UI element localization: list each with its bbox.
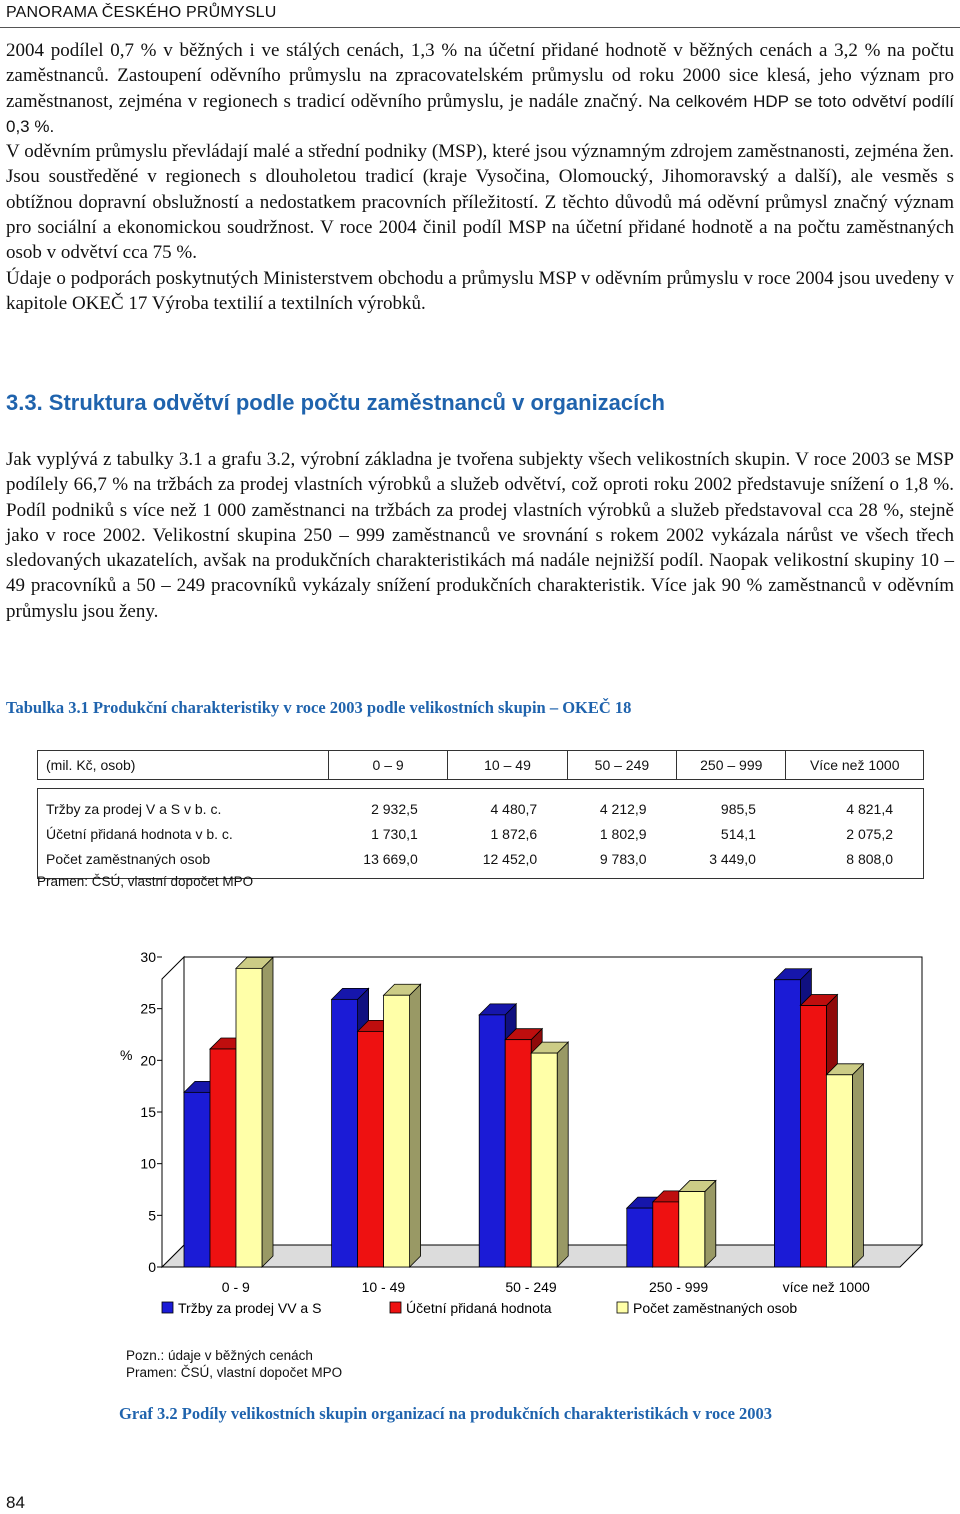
intro-gdp-sentence: Na celkovém HDP se toto odvětví podílí 0,3 %. <box>6 91 955 136</box>
table-spacer <box>38 780 924 789</box>
bar <box>653 1202 679 1267</box>
chart-legend <box>162 1300 797 1316</box>
table-header-cell: 10 – 49 <box>448 751 567 780</box>
chart-caption: Graf 3.2 Podíly velikostních skupin organizací na produkčních charakteristikách v roce 2003 <box>119 1404 773 1423</box>
bar <box>210 1049 236 1267</box>
table-row: Počet zaměstnaných osob 13 669,0 12 452,0 9 783,0 3 449,0 8 808,0 <box>46 851 893 867</box>
legend-swatch <box>617 1302 628 1313</box>
x-tick-label: 10 - 49 <box>361 1279 406 1295</box>
x-tick-label: 250 - 999 <box>649 1279 709 1295</box>
table-source: Pramen: ČSÚ, vlastní dopočet MPO <box>37 874 254 889</box>
table-pad-row <box>38 789 924 797</box>
intro-paragraph-2: V oděvním průmyslu převládají malé a střední podniky (MSP), které jsou významným zdrojem zaměstnanosti, zejména žen. Jsou soustředěné v regionech s dlouholetou tradicí (kraje Vysočina, Olomoucký, Jihomoravský a další), ale vesměs s obtížnou dopravní obslužností a nedostatkem pracovních příležitostí. Z těchto důvodů má oděvní průmysl značný význam pro sociální a ekonomickou soudržnost. V roce 2004 činil podíl MSP na účetní přidané hodnotě a na počtu zaměstnaných osob v odvětví cca 75 %. <box>6 141 954 264</box>
y-tick-label: 30 <box>140 949 156 965</box>
legend-label: Účetní přidaná hodnota <box>406 1300 552 1316</box>
table-row: Tržby za prodej V a S v b. c. 2 932,5 4 480,7 4 212,9 985,5 4 821,4 <box>46 801 893 817</box>
legend-label: Počet zaměstnaných osob <box>633 1300 798 1316</box>
bar <box>184 1092 210 1267</box>
table-header-cell: 0 – 9 <box>328 751 447 780</box>
table-body <box>38 789 924 879</box>
table-header-cell: Více než 1000 <box>786 751 924 780</box>
y-tick-label: 10 <box>140 1155 156 1172</box>
bar <box>627 1208 653 1267</box>
intro-paragraph-3: Údaje o podporách poskytnutých Ministerstvem obchodu a průmyslu MSP v oděvním průmyslu v roce 2004 jsou uvedeny v kapitole OKEČ 17 Výroba textilií a textilních výrobků. <box>6 267 954 314</box>
legend-label: Tržby za prodej VV a S <box>178 1300 322 1316</box>
bar <box>358 1031 384 1267</box>
bar <box>479 1015 505 1267</box>
section-paragraph: Jak vyplývá z tabulky 3.1 a grafu 3.2, výrobní základna je tvořena subjekty všech velikostních skupin. V roce 2003 se MSP podílely 66,7 % na tržbách za prodej vlastních výrobků a služeb odvětví, což oproti roku 2002 představuje snížení o 1,8 %. Podíl podniků s více než 1 000 zaměstnanci na tržbách za prodej vlastních výrobků a služeb představoval cca 28 %, stejně jako v roce 2002. Velikostní skupina 250 – 999 zaměstnanců ve srovnání s rokem 2002 vykázala nárůst ve všech třech sledovaných ukazatelích, avšak na produkčních charakteristikách má nadále nejnižší podíl. Naopak velikostní skupiny 10 – 49 pracovníků a 50 – 249 pracovníků vykázaly snížení produkčních charakteristik. Více jak 90 % zaměstnanců v oděvním průmyslu jsou ženy. <box>6 449 954 622</box>
bar-side <box>410 984 421 1267</box>
y-axis-label: % <box>120 1047 133 1063</box>
running-header-title: PANORAMA ČESKÉHO PRŮMYSLU <box>6 4 277 21</box>
production-table <box>37 750 924 879</box>
bar-side <box>262 957 273 1267</box>
section-heading: 3.3. Struktura odvětví podle počtu zaměstnanců v organizacích <box>6 390 665 415</box>
table-header-cell: 250 – 999 <box>677 751 786 780</box>
bar <box>800 1006 826 1267</box>
chart-note: Pozn.: údaje v běžných cenách <box>126 1348 313 1363</box>
legend-swatch <box>390 1302 401 1313</box>
y-tick-label: 15 <box>140 1104 156 1120</box>
x-tick-label: více než 1000 <box>782 1279 870 1295</box>
bar-side <box>705 1181 716 1267</box>
intro-paragraph-1: 2004 podílel 0,7 % v běžných i ve stálých cenách, 1,3 % na účetní přidané hodnotě v běžných cenách a 3,2 % na počtu zaměstnanců. Zastoupení oděvního průmyslu na zpracovatelském průmyslu od roku 2000 sice klesá, jeho význam pro zaměstnanost, zejména v regionech s tradicí oděvního průmyslu, je nadále značný. Na celkovém HDP se toto odvětví podílí 0,3 %. <box>6 40 955 136</box>
bar <box>384 995 410 1267</box>
running-header <box>0 0 960 28</box>
intro-text <box>6 38 954 316</box>
bar <box>774 980 800 1267</box>
table-header-row <box>38 751 924 780</box>
legend-swatch <box>162 1302 173 1313</box>
table-caption: Tabulka 3.1 Produkční charakteristiky v roce 2003 podle velikostních skupin – OKEČ 18 <box>6 698 632 717</box>
table-header-cell: (mil. Kč, osob) <box>38 751 329 780</box>
table-row: Účetní přidaná hodnota v b. c. 1 730,1 1 872,6 1 802,9 514,1 2 075,2 <box>46 826 893 842</box>
x-tick-label: 50 - 249 <box>505 1279 557 1295</box>
page-number: 84 <box>6 1493 25 1512</box>
bar <box>679 1192 705 1267</box>
y-tick-label: 0 <box>148 1259 156 1275</box>
table-header-cell: 50 – 249 <box>567 751 676 780</box>
bar <box>826 1075 852 1267</box>
chart-side-wall <box>162 957 184 1267</box>
y-tick-label: 25 <box>140 1000 156 1017</box>
y-tick-label: 5 <box>148 1207 156 1224</box>
bar <box>332 999 358 1267</box>
bar-side <box>557 1042 568 1267</box>
x-tick-label: 0 - 9 <box>221 1279 250 1295</box>
bar <box>505 1040 531 1267</box>
section-body <box>6 447 954 624</box>
bar <box>236 968 262 1267</box>
y-tick-label: 20 <box>140 1052 156 1069</box>
chart-source: Pramen: ČSÚ, vlastní dopočet MPO <box>126 1365 343 1380</box>
bar-side <box>852 1064 863 1267</box>
bar-chart <box>0 930 960 1330</box>
bar <box>531 1053 557 1267</box>
